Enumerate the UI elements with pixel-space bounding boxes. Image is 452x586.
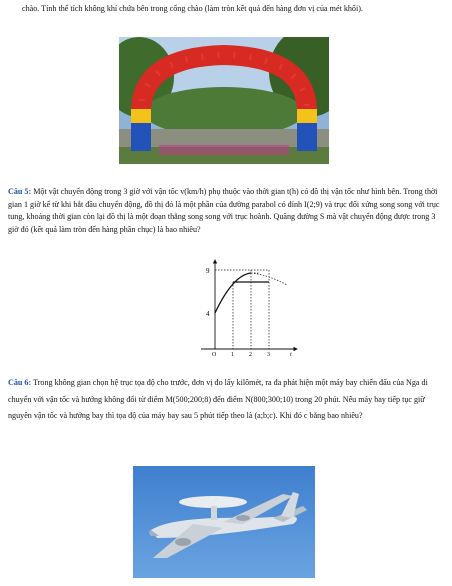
question-6	[8, 375, 440, 425]
x-tick-3: 3	[267, 352, 270, 357]
x-tick-origin: O	[212, 352, 217, 357]
question-6-text: Trong không gian chọn hệ trục tọa độ cho trước, đơn vị đo lấy kilômét, ra đa phát hiện một máy bay chiến đấu của Nga di chuyển với vận tốc và hướng không đổi từ điểm M(500;200;8) đến điểm N(800;300;10) trong 20 phút. Nếu máy bay tiếp tục giữ nguyên vận tốc và hướng bay thì tọa độ của máy bay sau 5 phút tiếp theo là (a;b;c). Khi đó c bằng bao nhiêu?	[8, 378, 428, 420]
question-6-label: Câu 6:	[8, 378, 32, 387]
velocity-graph	[199, 257, 299, 357]
inflatable-arch-illustration	[119, 37, 329, 164]
awacs-aircraft-illustration	[133, 466, 315, 578]
question-5-text: Một vật chuyển động trong 3 giờ với vận tốc v(km/h) phụ thuộc vào thời gian t(h) có đồ thị vận tốc như hình bên. Trong thời gian 1 giờ kể từ khi bắt đầu chuyển động, đồ thị đó là một phần của đường parabol có đỉnh I(2;9) và trục đối xứng song song với trục tung, khoảng thời gian còn lại đồ thị là một đoạn thẳng song song với trục hoành. Quãng đường S mà vật chuyển động được trong 3 giờ đó (kết quả làm tròn đến hàng phần chục) là bao nhiêu?	[8, 187, 440, 234]
x-tick-1: 1	[231, 352, 234, 357]
intro-paragraph	[22, 3, 440, 16]
question-5-label: Câu 5:	[8, 187, 32, 196]
y-tick-4: 4	[206, 310, 210, 318]
inflatable-arch-photo	[119, 37, 329, 164]
aircraft-photo	[133, 466, 315, 578]
y-tick-9: 9	[206, 267, 210, 275]
x-axis-label: t	[290, 352, 292, 357]
intro-text: chào. Tính thể tích không khí chứa bên trong cổng chào (làm tròn kết quả đến hàng đơn vị của mét khối).	[22, 4, 363, 13]
x-tick-2: 2	[249, 352, 252, 357]
question-5	[8, 186, 440, 236]
